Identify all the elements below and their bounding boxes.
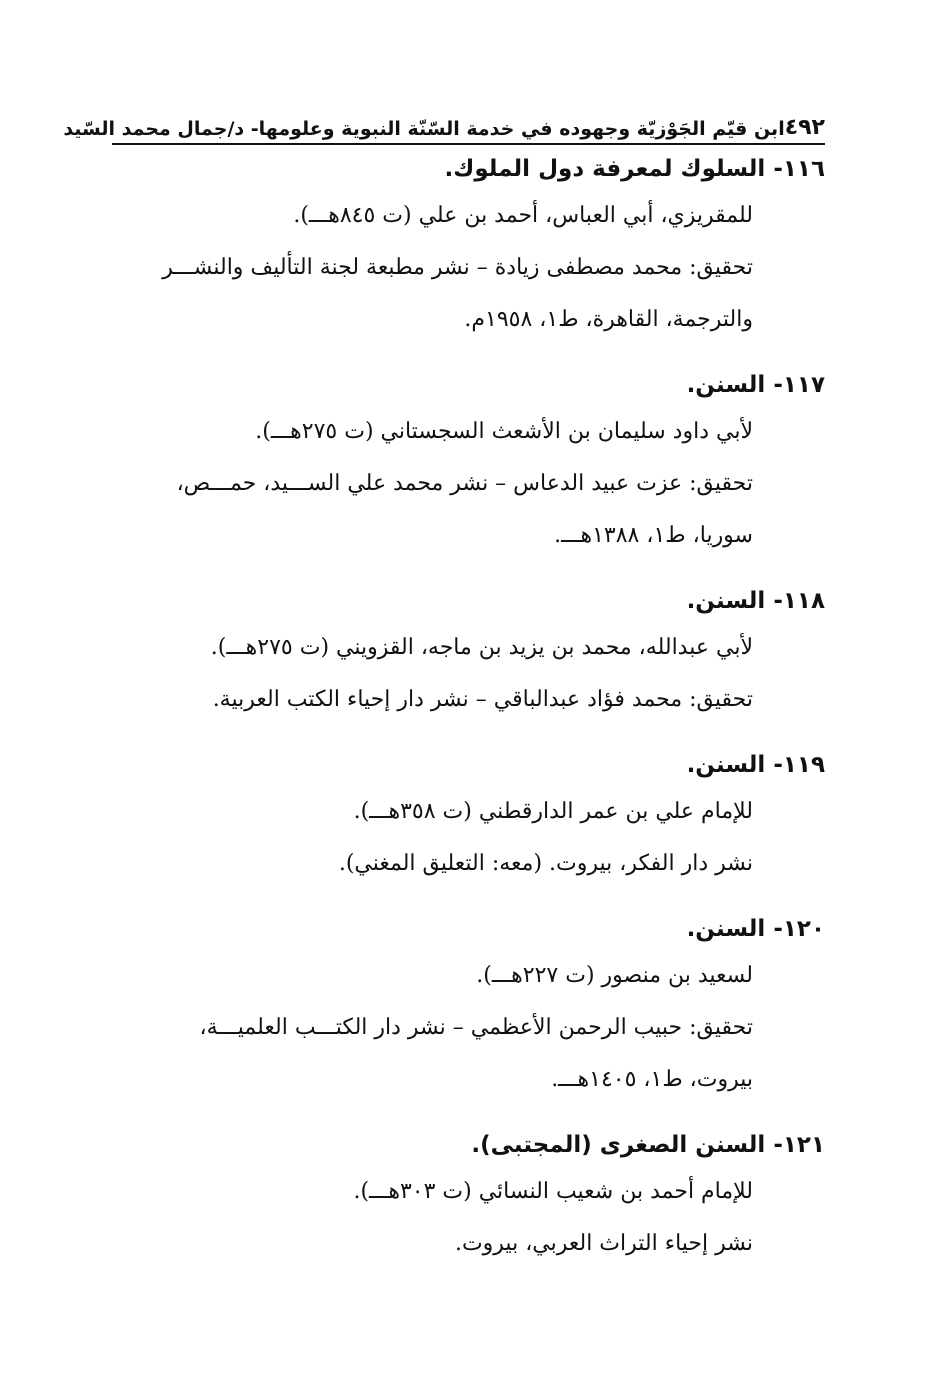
entry-line: تحقيق: محمد مصطفى زيادة – نشر مطبعة لجنة التأليف والنشـــر — [162, 255, 753, 280]
entry-title: ١١٦- السلوك لمعرفة دول الملوك. — [444, 156, 825, 182]
entry-title: ١١٩- السنن. — [686, 752, 825, 778]
entry-line: نشر دار الفكر، بيروت. (معه: التعليق المغني). — [338, 851, 753, 876]
entry-line: تحقيق: عزت عبيد الدعاس – نشر محمد علي الســـيد، حمـــص، — [176, 471, 753, 496]
bibliography-list — [100, 148, 825, 1270]
bibliography-entry — [100, 1124, 825, 1270]
entry-line: بيروت، ط١، ١٤٠٥هـــ. — [551, 1067, 753, 1092]
entry-line: تحقيق: حبيب الرحمن الأعظمي – نشر دار الكتـــب العلميـــة، — [199, 1015, 753, 1040]
bibliography-entry — [100, 580, 825, 726]
bibliography-entry — [100, 364, 825, 562]
entry-line: والترجمة، القاهرة، ط١، ١٩٥٨م. — [464, 307, 753, 332]
bibliography-entry — [100, 744, 825, 890]
page-number: ٤٩٢ — [784, 115, 825, 140]
entry-line: لسعيد بن منصور (ت ٢٢٧هـــ). — [476, 963, 753, 988]
entry-line: تحقيق: محمد فؤاد عبدالباقي – نشر دار إحياء الكتب العربية. — [212, 687, 753, 712]
entry-title: ١٢٠- السنن. — [686, 916, 825, 942]
entry-line: لأبي عبدالله، محمد بن يزيد بن ماجه، القزويني (ت ٢٧٥هـــ). — [210, 635, 753, 660]
entry-title: ١٢١- السنن الصغرى (المجتبى). — [471, 1132, 825, 1158]
bibliography-entry — [100, 908, 825, 1106]
page-header — [63, 104, 825, 140]
bibliography-entry — [100, 148, 825, 346]
entry-line: نشر إحياء التراث العربي، بيروت. — [454, 1231, 753, 1256]
entry-line: لأبي داود سليمان بن الأشعث السجستاني (ت ٢٧٥هـــ). — [255, 419, 753, 444]
entry-line: سوريا، ط١، ١٣٨٨هـــ. — [554, 523, 753, 548]
entry-title: ١١٨- السنن. — [686, 588, 825, 614]
entry-line: للإمام علي بن عمر الدارقطني (ت ٣٥٨هـــ). — [353, 799, 753, 824]
entry-title: ١١٧- السنن. — [686, 372, 825, 398]
entry-line: للمقريزي، أبي العباس، أحمد بن علي (ت ٨٤٥هـــ). — [293, 203, 753, 228]
entry-line: للإمام أحمد بن شعيب النسائي (ت ٣٠٣هـــ). — [353, 1179, 753, 1204]
header-rule — [112, 143, 825, 145]
running-title: ابن قيّم الجَوْزيّة وجهوده في خدمة السّنّة النبوية وعلومها- د/جمال محمد السّيد — [63, 118, 785, 140]
